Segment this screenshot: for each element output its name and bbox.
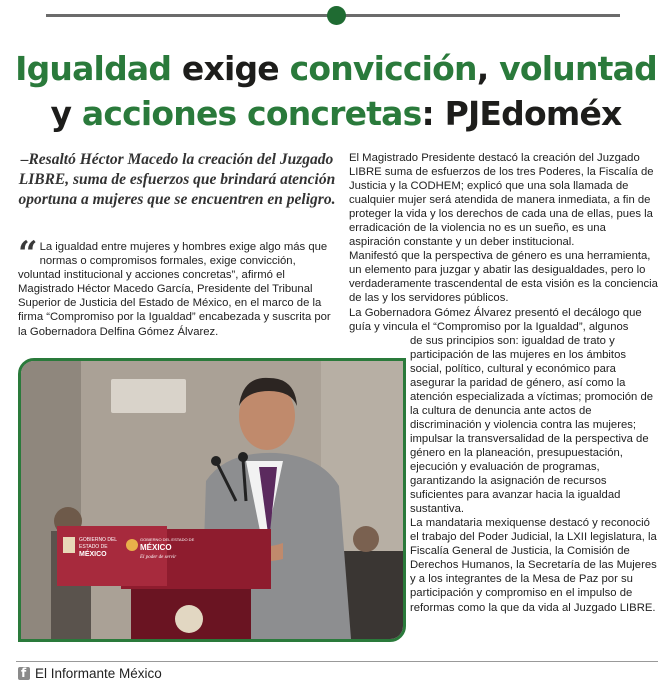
headline-word: acciones concretas	[81, 94, 422, 133]
quote-mark: “	[18, 234, 38, 274]
headline-word: Igualdad	[15, 49, 172, 88]
body-paragraph: La Gobernadora Gómez Álvarez presentó el decálogo que guía y vincula el “Compromiso por la Igualdad”, algunos	[349, 306, 642, 333]
footer	[18, 666, 162, 681]
podium-right-line: MÉXICO	[140, 543, 172, 552]
lead-text: La igualdad entre mujeres y hombres exige algo más que normas o compromisos formales, exige convicción, voluntad institucional y acciones concretas”, afirmó el Magistrado Héctor Macedo García, Presidente del Tribunal Superior de Justicia del Estado de México, en el marco de la firma “Compromiso por la Igualdad” encabezada y suscrita por la Gobernadora Delfina Gómez Álvarez.	[18, 241, 331, 338]
headline-word: convicción	[289, 49, 477, 88]
body-paragraph: El Magistrado Presidente destacó la creación del Juzgado LIBRE suma de esfuerzos de los tres Poderes, la Fiscalía de Justicia y la CODHEM; explicó que una sola llamada de cualquier mujer será atendida de manera inmediata, a fin de proteger la vida y los derechos de cada una de ellas, pues la erradicación de la violencia no es un sueño, es una aspiración constante y un deber institucional.	[349, 152, 654, 249]
facebook-icon[interactable]	[18, 667, 30, 680]
body-paragraph: de sus principios son: igualdad de trato y participación de las mujeres en los ámbitos social, político, cultural y económico para asegurar la paridad de género, así como la atención especializada a víctimas; promoción de la cultura de denuncia ante actos de discriminación y violencia contra las mujeres; impulsar la transversalidad de la perspectiva de género en la planeación, presupuestación, ejecución y evaluación de programas, garantizando la asignación de recursos suficientes para avanzar hacia la igualdad sustantiva.	[410, 334, 654, 516]
headline-word: y	[50, 94, 82, 133]
headline-line-2	[0, 91, 672, 136]
footer-rule	[16, 661, 658, 662]
body-column	[349, 151, 659, 615]
article-photo	[18, 358, 406, 642]
lead-paragraph	[18, 234, 340, 339]
subtitle: –Resaltó Héctor Macedo la creación del Juzgado LIBRE, suma de esfuerzos que brindará atención oportuna a mujeres que se encuentren en peligro.	[18, 151, 336, 208]
podium-left-line: ESTADO DE	[79, 544, 108, 550]
top-rule-dot	[327, 6, 346, 25]
headline-line-1	[0, 46, 672, 91]
headline-word: exige	[171, 49, 290, 88]
headline-word: voluntad	[499, 49, 657, 88]
podium-left-line: GOBIERNO DEL	[79, 537, 118, 543]
podium-right-line: El poder de servir	[140, 555, 177, 560]
headline-word: ,	[476, 49, 500, 88]
headline-word: : PJEdoméx	[421, 94, 622, 133]
body-paragraph: La mandataria mexiquense destacó y reconoció el trabajo del Poder Judicial, la LXII legislatura, la Fiscalía General de Justicia, la Comisión de Derechos Humanos, la Secretaría de las Mujeres y a los integrantes de la Mesa de Paz por su participación y compromiso en el impulso de reformas como la que da vida al Juzgado LIBRE.	[410, 517, 657, 614]
podium-left-line: MÉXICO	[79, 551, 107, 558]
footer-source[interactable]: El Informante México	[35, 666, 162, 681]
body-paragraph: Manifestó que la perspectiva de género es una herramienta, un elemento para juzgar y abatir las desigualdades, pero lo verdaderamente trascendental de esta visión es la conciencia de las y los servidores públicos.	[349, 250, 658, 305]
photo-illustration	[21, 361, 403, 639]
podium-right-line: GOBIERNO DEL ESTADO DE	[140, 537, 195, 542]
headline	[0, 46, 672, 136]
